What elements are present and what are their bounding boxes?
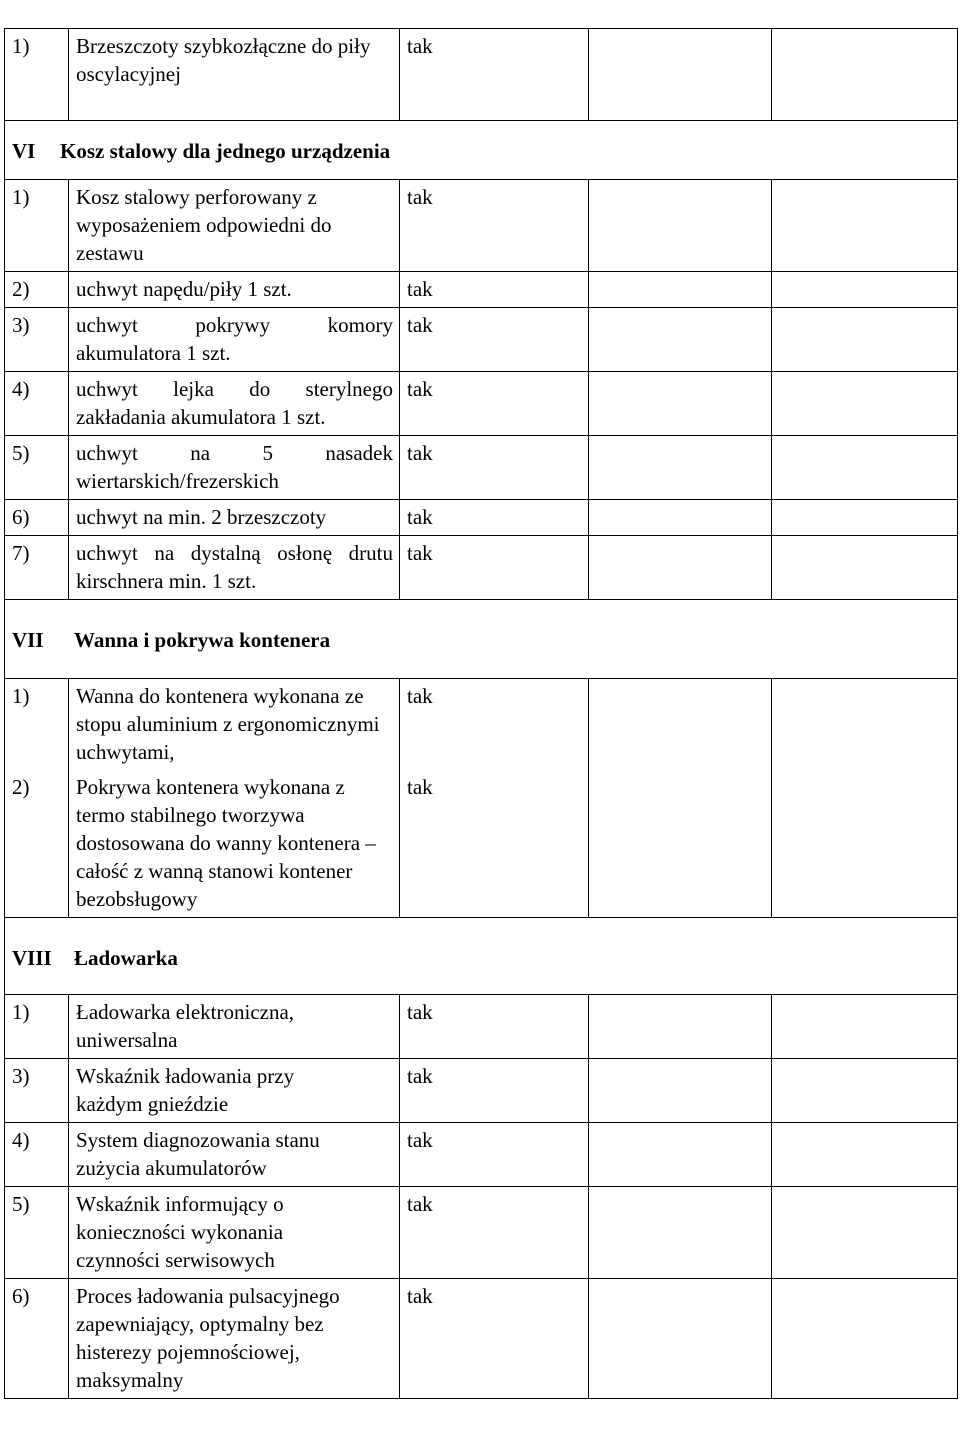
table-row <box>5 180 958 272</box>
empty-cell <box>589 536 772 600</box>
table-row <box>5 1123 958 1187</box>
item-value: tak <box>400 770 589 918</box>
empty-cell <box>589 995 772 1059</box>
empty-cell <box>772 1187 958 1279</box>
table-row <box>5 536 958 600</box>
item-number: 7) <box>5 536 69 600</box>
item-number: 1) <box>5 995 69 1059</box>
table-row <box>5 1059 958 1123</box>
empty-cell <box>772 679 958 918</box>
section-header <box>5 600 958 679</box>
empty-cell <box>772 372 958 436</box>
table-row <box>5 1187 958 1279</box>
empty-cell <box>589 272 772 308</box>
item-number: 2) <box>5 770 69 918</box>
empty-cell <box>589 436 772 500</box>
empty-cell <box>589 29 772 121</box>
table-row <box>5 372 958 436</box>
empty-cell <box>589 1059 772 1123</box>
empty-cell <box>772 436 958 500</box>
item-value: tak <box>400 180 589 272</box>
item-description: Wskaźnik informujący o konieczności wykonania czynności serwisowych <box>69 1187 400 1279</box>
item-number: 4) <box>5 1123 69 1187</box>
section-title: Ładowarka <box>74 946 178 970</box>
item-number: 3) <box>5 308 69 372</box>
section-title: Wanna i pokrywa kontenera <box>74 628 331 652</box>
item-number: 6) <box>5 500 69 536</box>
item-value: tak <box>400 436 589 500</box>
empty-cell <box>772 500 958 536</box>
item-value: tak <box>400 29 589 121</box>
item-description: Proces ładowania pulsacyjnego zapewniający, optymalny bez histerezy pojemnościowej, maksymalny <box>69 1279 400 1399</box>
item-number: 4) <box>5 372 69 436</box>
empty-cell <box>589 1123 772 1187</box>
table-row <box>5 272 958 308</box>
empty-cell <box>589 180 772 272</box>
item-description: uchwyt na dystalną osłonę drutu kirschnera min. 1 szt. <box>69 536 400 600</box>
section-header <box>5 121 958 180</box>
item-description: Pokrywa kontenera wykonana z termo stabilnego tworzywa dostosowana do wanny kontenera – całość z wanną stanowi kontener bezobsługowy <box>69 770 400 918</box>
item-value: tak <box>400 1187 589 1279</box>
table-row <box>5 995 958 1059</box>
empty-cell <box>772 308 958 372</box>
empty-cell <box>772 995 958 1059</box>
item-number: 1) <box>5 679 69 771</box>
item-number: 5) <box>5 436 69 500</box>
specification-table <box>4 28 958 1399</box>
table-row <box>5 436 958 500</box>
empty-cell <box>772 29 958 121</box>
item-description: Brzeszczoty szybkozłączne do piły oscylacyjnej <box>69 29 400 121</box>
item-description: uchwyt na min. 2 brzeszczoty <box>69 500 400 536</box>
empty-cell <box>772 1279 958 1399</box>
section-number: VI <box>12 139 36 163</box>
item-value: tak <box>400 372 589 436</box>
empty-cell <box>589 1279 772 1399</box>
empty-cell <box>772 272 958 308</box>
item-value: tak <box>400 500 589 536</box>
table-row <box>5 500 958 536</box>
empty-cell <box>772 180 958 272</box>
section-title: Kosz stalowy dla jednego urządzenia <box>60 139 391 163</box>
table-row <box>5 679 958 771</box>
item-description: Wskaźnik ładowania przy każdym gnieździe <box>69 1059 400 1123</box>
item-value: tak <box>400 1059 589 1123</box>
empty-cell <box>772 536 958 600</box>
item-number: 6) <box>5 1279 69 1399</box>
empty-cell <box>589 308 772 372</box>
item-description: uchwyt napędu/piły 1 szt. <box>69 272 400 308</box>
item-number: 3) <box>5 1059 69 1123</box>
item-value: tak <box>400 995 589 1059</box>
empty-cell <box>589 500 772 536</box>
item-description: uchwyt lejka do sterylnego zakładania akumulatora 1 szt. <box>69 372 400 436</box>
item-value: tak <box>400 308 589 372</box>
section-number: VII <box>12 628 44 652</box>
item-description: uchwyt na 5 nasadek wiertarskich/frezerskich <box>69 436 400 500</box>
item-number: 1) <box>5 29 69 121</box>
section-number: VIII <box>12 946 52 970</box>
item-description: uchwyt pokrywy komory akumulatora 1 szt. <box>69 308 400 372</box>
item-value: tak <box>400 536 589 600</box>
empty-cell <box>589 372 772 436</box>
item-value: tak <box>400 679 589 771</box>
item-description: Wanna do kontenera wykonana ze stopu aluminium z ergonomicznymi uchwytami, <box>69 679 400 771</box>
item-number: 5) <box>5 1187 69 1279</box>
item-number: 1) <box>5 180 69 272</box>
item-description: Kosz stalowy perforowany z wyposażeniem odpowiedni do zestawu <box>69 180 400 272</box>
item-value: tak <box>400 1123 589 1187</box>
empty-cell <box>589 1187 772 1279</box>
section-header <box>5 918 958 995</box>
empty-cell <box>772 1059 958 1123</box>
empty-cell <box>589 679 772 918</box>
item-description: System diagnozowania stanu zużycia akumulatorów <box>69 1123 400 1187</box>
table-row <box>5 1279 958 1399</box>
item-number: 2) <box>5 272 69 308</box>
empty-cell <box>772 1123 958 1187</box>
item-value: tak <box>400 272 589 308</box>
item-value: tak <box>400 1279 589 1399</box>
table-row <box>5 308 958 372</box>
table-row <box>5 29 958 121</box>
item-description: Ładowarka elektroniczna, uniwersalna <box>69 995 400 1059</box>
